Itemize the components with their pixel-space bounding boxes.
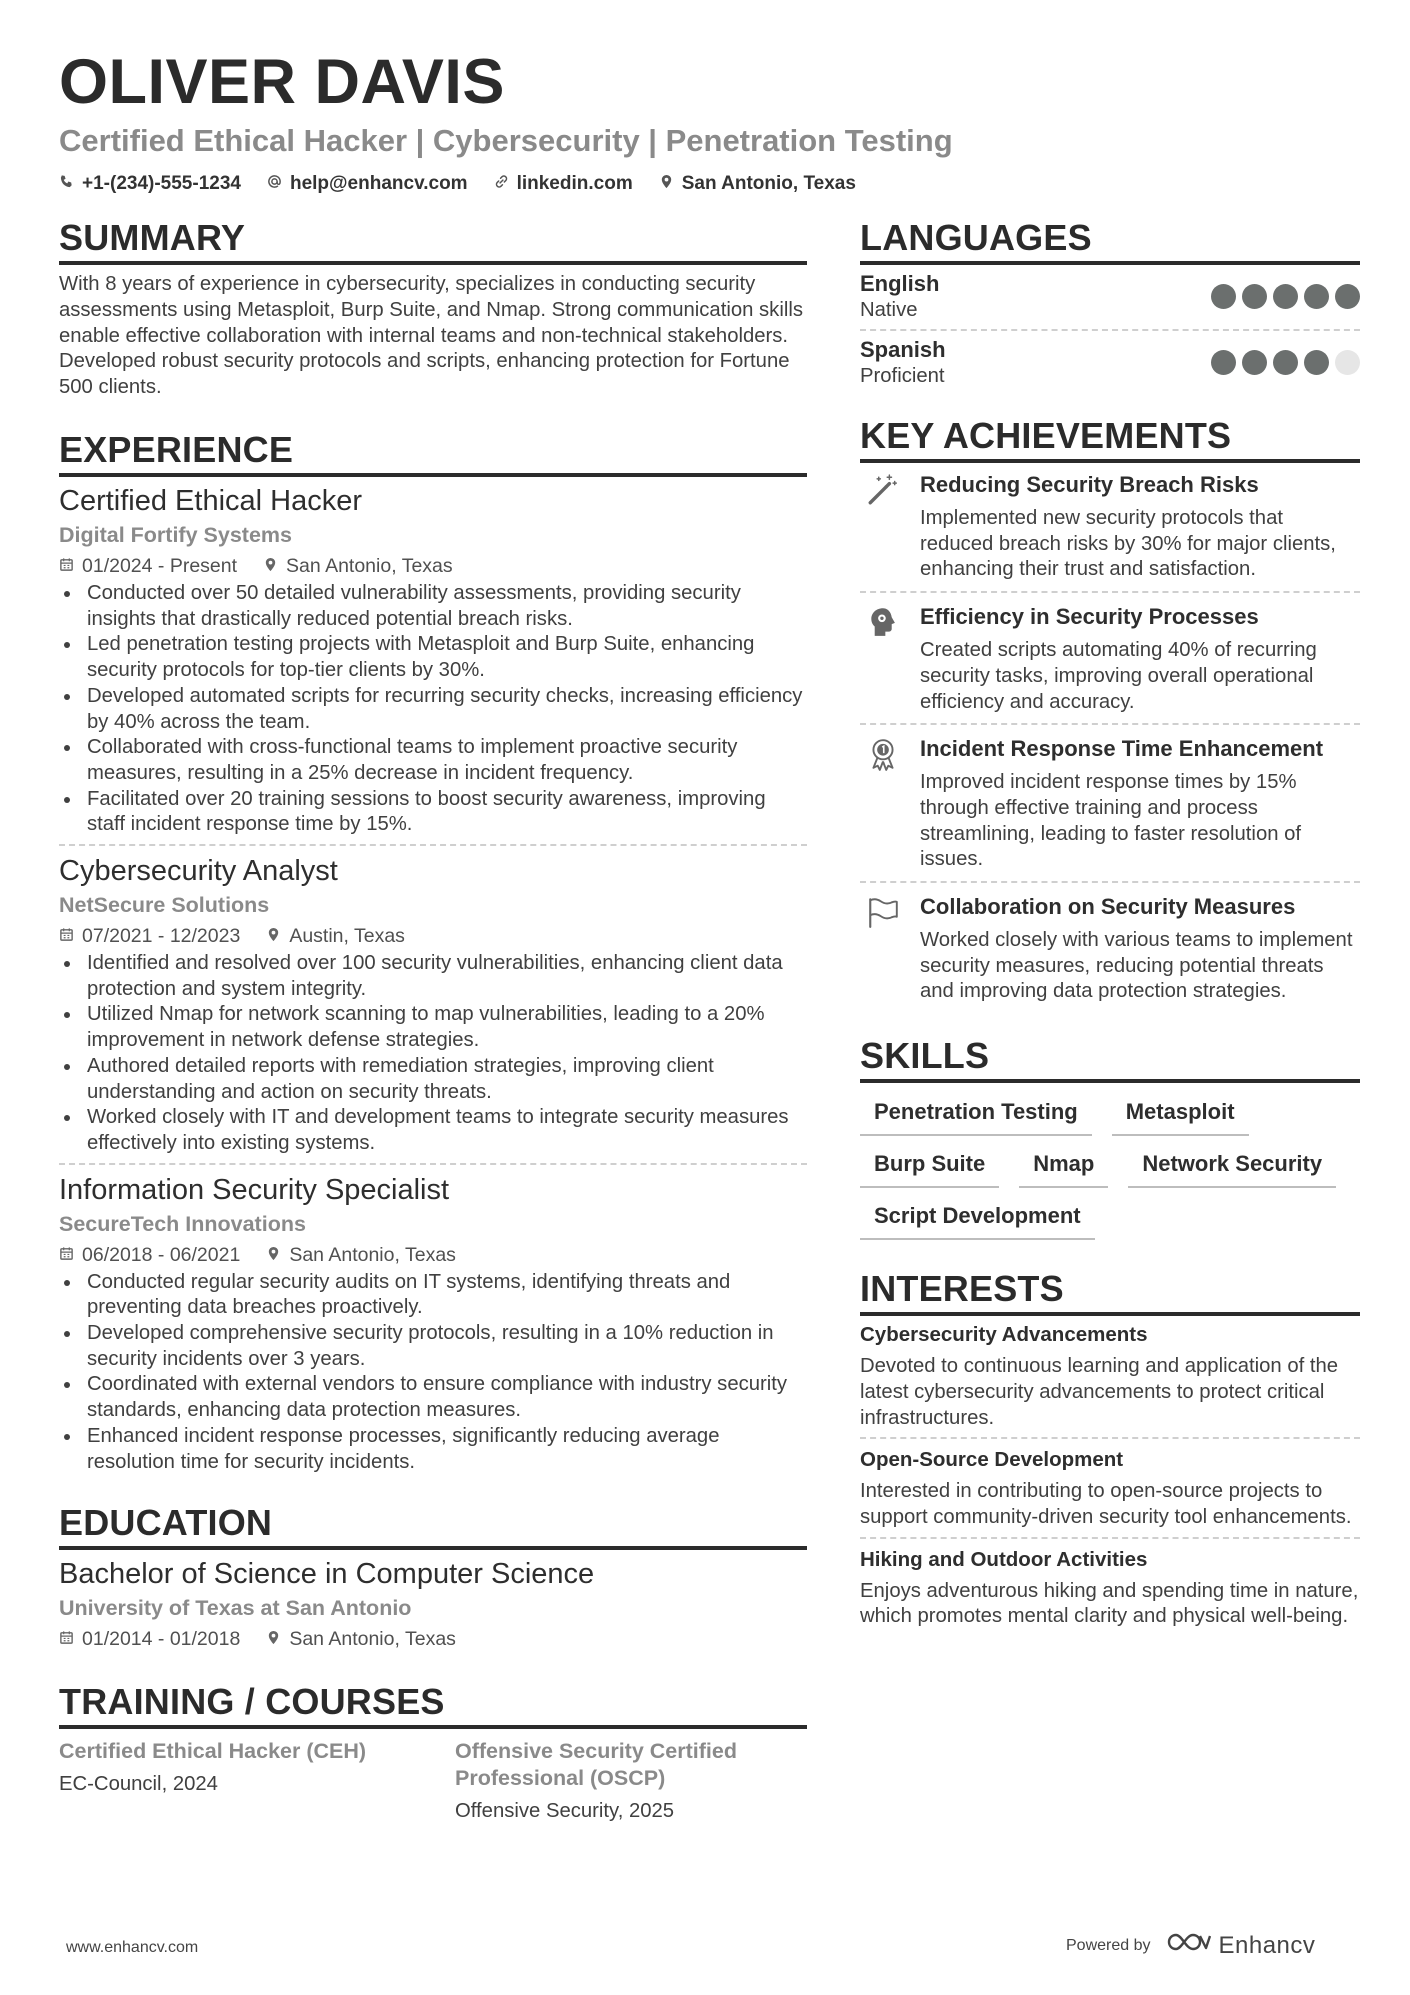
skill-tag: Script Development — [860, 1200, 1095, 1240]
head-gear-icon — [866, 605, 900, 715]
rating-dot-empty — [1335, 350, 1360, 375]
interest-item — [860, 1437, 1360, 1536]
achievement-item — [860, 881, 1360, 1013]
candidate-name: OLIVER DAVIS — [59, 47, 505, 117]
location-pin-icon — [263, 553, 278, 579]
job-bullet: Facilitated over 20 training sessions to boost security awareness, improving staff incident response time by 15%. — [59, 787, 807, 838]
location-pin-icon — [659, 172, 674, 196]
rating-dot-filled — [1211, 284, 1236, 309]
languages-section — [860, 216, 1360, 395]
achievement-title: Efficiency in Security Processes — [920, 604, 1259, 630]
award-ribbon-icon — [866, 737, 900, 873]
skills-section — [860, 1034, 1360, 1240]
achievement-title: Reducing Security Breach Risks — [920, 472, 1259, 497]
at-sign-icon — [267, 172, 282, 196]
education-meta — [59, 1626, 807, 1652]
job-location — [266, 1242, 456, 1268]
interests-section — [860, 1267, 1360, 1636]
achievement-title: Collaboration on Security Measures — [920, 894, 1296, 920]
job-bullet: Authored detailed reports with remediation strategies, improving client understanding and action on security threats. — [59, 1054, 807, 1105]
link-icon — [494, 172, 509, 196]
language-item — [860, 329, 1360, 395]
training-item — [59, 1738, 399, 1824]
language-rating — [1211, 350, 1360, 375]
summary-section — [59, 216, 807, 401]
training-name: Certified Ethical Hacker (CEH) — [59, 1739, 367, 1764]
location-pin-icon — [266, 923, 281, 949]
job-location-text: Austin, Texas — [289, 925, 405, 948]
left-column — [59, 216, 807, 1824]
job-bullet: Led penetration testing projects with Metasploit and Burp Suite, enhancing security protocols for top-tier clients by 30%. — [59, 632, 807, 683]
job-meta — [59, 553, 807, 579]
job-dates — [59, 923, 240, 949]
contact-email[interactable] — [267, 172, 468, 196]
footer-website[interactable]: www.enhancv.com — [66, 1939, 199, 1956]
job-dates-text: 07/2021 - 12/2023 — [82, 925, 241, 948]
education-location-text: San Antonio, Texas — [289, 1628, 456, 1651]
job-bullet: Conducted over 50 detailed vulnerability assessments, providing security insights that drastically reduced potential breach risks. — [59, 581, 807, 632]
training-grid — [59, 1738, 807, 1824]
education-degree: Bachelor of Science in Computer Science — [59, 1558, 595, 1591]
job-bullet: Utilized Nmap for network scanning to map vulnerabilities, leading to a 20% improvement in network defense strategies. — [59, 1002, 807, 1053]
language-rating — [1211, 284, 1360, 309]
achievement-title: Incident Response Time Enhancement — [920, 736, 1324, 762]
experience-heading: EXPERIENCE — [59, 428, 807, 477]
experience-section — [59, 428, 807, 1481]
footer-branding — [1066, 1930, 1315, 1961]
interest-item — [860, 1316, 1360, 1437]
achievement-item — [860, 723, 1360, 881]
achievement-item — [860, 591, 1360, 723]
job-entry — [59, 1163, 807, 1482]
language-name: English — [860, 271, 940, 296]
skill-tag: Metasploit — [1112, 1096, 1249, 1136]
interests-heading: INTERESTS — [860, 1267, 1360, 1316]
interest-title: Open-Source Development — [860, 1448, 1124, 1472]
job-dates-text: 06/2018 - 06/2021 — [82, 1243, 241, 1266]
right-column — [860, 216, 1360, 1636]
phone-icon — [59, 172, 74, 196]
job-entry — [59, 484, 807, 844]
training-provider: Offensive Security, 2025 — [455, 1800, 675, 1823]
interest-title: Cybersecurity Advancements — [860, 1323, 1148, 1347]
rating-dot-filled — [1335, 284, 1360, 309]
achievements-section — [860, 414, 1360, 1013]
phone-text: +1-(234)-555-1234 — [82, 173, 241, 194]
education-heading: EDUCATION — [59, 1501, 807, 1550]
location-pin-icon — [266, 1242, 281, 1268]
training-heading: TRAINING / COURSES — [59, 1680, 807, 1729]
job-bullets — [59, 951, 807, 1157]
interest-title: Hiking and Outdoor Activities — [860, 1547, 1148, 1571]
job-company: Digital Fortify Systems — [59, 522, 292, 547]
job-title: Information Security Specialist — [59, 1173, 450, 1206]
languages-heading: LANGUAGES — [860, 216, 1360, 265]
job-location — [263, 553, 453, 579]
education-section — [59, 1501, 807, 1658]
job-location — [266, 923, 405, 949]
job-bullet: Worked closely with IT and development teams to integrate security measures effectively into existing systems. — [59, 1105, 807, 1156]
achievement-desc: Created scripts automating 40% of recurring security tasks, improving overall operational efficiency and accuracy. — [920, 639, 1317, 713]
calendar-icon — [59, 553, 74, 579]
job-meta — [59, 1242, 807, 1268]
enhancv-logo[interactable] — [1165, 1930, 1316, 1961]
achievement-desc: Worked closely with various teams to implement security measures, reducing potential threats and improving data protection strategies. — [920, 929, 1353, 1003]
rating-dot-filled — [1242, 350, 1267, 375]
training-name: Offensive Security Certified Professional (OSCP) — [455, 1739, 737, 1791]
job-title: Certified Ethical Hacker — [59, 484, 362, 517]
job-bullet: Developed automated scripts for recurring security checks, increasing efficiency by 40% across the team. — [59, 684, 807, 735]
resume-header — [59, 46, 1359, 196]
rating-dot-filled — [1304, 284, 1329, 309]
calendar-icon — [59, 1626, 74, 1652]
job-bullets — [59, 1270, 807, 1476]
job-bullet: Identified and resolved over 100 security vulnerabilities, enhancing client data protection and system integrity. — [59, 951, 807, 1002]
job-location-text: San Antonio, Texas — [286, 554, 453, 577]
skill-tag: Nmap — [1019, 1148, 1108, 1188]
language-level: Native — [860, 299, 918, 321]
interest-desc: Interested in contributing to open-source projects to support community-driven security tool enhancements. — [860, 1480, 1352, 1528]
education-dates — [59, 1626, 240, 1652]
candidate-title: Certified Ethical Hacker | Cybersecurity | Penetration Testing — [59, 123, 953, 158]
achievement-item — [860, 463, 1360, 591]
training-provider: EC-Council, 2024 — [59, 1773, 218, 1796]
training-section — [59, 1680, 807, 1824]
contact-location — [659, 172, 856, 196]
rating-dot-filled — [1304, 350, 1329, 375]
rating-dot-filled — [1242, 284, 1267, 309]
job-dates — [59, 1242, 240, 1268]
contact-website[interactable] — [494, 172, 633, 196]
magic-wand-icon — [866, 473, 900, 583]
skills-heading: SKILLS — [860, 1034, 1360, 1083]
achievements-heading: KEY ACHIEVEMENTS — [860, 414, 1360, 463]
job-company: SecureTech Innovations — [59, 1211, 306, 1236]
interest-desc: Devoted to continuous learning and application of the latest cybersecurity advancements to protect critical infrastructures. — [860, 1355, 1339, 1429]
email-text: help@enhancv.com — [289, 173, 468, 194]
interest-item — [860, 1537, 1360, 1636]
skill-tag: Network Security — [1128, 1148, 1336, 1188]
job-title: Cybersecurity Analyst — [59, 855, 338, 888]
job-bullet: Collaborated with cross-functional teams to implement proactive security measures, resulting in a 25% decrease in incident frequency. — [59, 735, 807, 786]
education-school: University of Texas at San Antonio — [59, 1596, 412, 1621]
education-entry — [59, 1557, 807, 1658]
training-item — [455, 1738, 795, 1824]
calendar-icon — [59, 1242, 74, 1268]
rating-dot-filled — [1273, 350, 1298, 375]
calendar-icon — [59, 923, 74, 949]
job-dates — [59, 553, 237, 579]
flag-icon — [866, 895, 900, 1005]
summary-text: With 8 years of experience in cybersecurity, specializes in conducting security assessments using Metasploit, Burp Suite, and Nmap. Strong communication skills enable effective collaboration with internal teams and non-technical stakeholders. Developed robust security protocols and scripts, enhancing protection for Fortune 500 clients. — [59, 273, 803, 399]
education-location — [266, 1626, 456, 1652]
job-meta — [59, 923, 807, 949]
job-dates-text: 01/2024 - Present — [82, 554, 238, 577]
location-text: San Antonio, Texas — [681, 173, 856, 194]
language-level: Proficient — [860, 365, 945, 387]
interest-desc: Enjoys adventurous hiking and spending time in nature, which promotes mental clarity and physical well-being. — [860, 1579, 1359, 1628]
job-bullet: Conducted regular security audits on IT systems, identifying threats and preventing data breaches proactively. — [59, 1270, 807, 1321]
website-text: linkedin.com — [516, 173, 633, 194]
achievement-desc: Implemented new security protocols that reduced breach risks by 30% for major clients, enhancing their trust and satisfaction. — [920, 507, 1336, 581]
infinity-logo-icon — [1165, 1930, 1211, 1961]
language-item — [860, 265, 1360, 329]
location-pin-icon — [266, 1626, 281, 1652]
job-entry — [59, 844, 807, 1163]
achievement-desc: Improved incident response times by 15% through effective training and process streamlining, leading to faster resolution of issues. — [920, 771, 1302, 871]
language-name: Spanish — [860, 337, 946, 362]
job-location-text: San Antonio, Texas — [289, 1243, 456, 1266]
job-bullet: Coordinated with external vendors to ensure compliance with industry security standards, enhancing data protection measures. — [59, 1372, 807, 1423]
rating-dot-filled — [1273, 284, 1298, 309]
powered-by-text: Powered by — [1066, 1936, 1151, 1954]
job-company: NetSecure Solutions — [59, 893, 270, 918]
education-dates-text: 01/2014 - 01/2018 — [82, 1628, 241, 1651]
job-bullets — [59, 581, 807, 838]
contact-bar — [59, 172, 1359, 196]
summary-heading: SUMMARY — [59, 216, 807, 265]
brand-name: Enhancv — [1218, 1931, 1316, 1959]
rating-dot-filled — [1211, 350, 1236, 375]
job-bullet: Enhanced incident response processes, significantly reducing average resolution time for security incidents. — [59, 1424, 807, 1475]
job-bullet: Developed comprehensive security protocols, resulting in a 10% reduction in security incidents over 3 years. — [59, 1321, 807, 1372]
skill-tag: Penetration Testing — [860, 1096, 1092, 1136]
skills-list — [860, 1096, 1360, 1240]
skill-tag: Burp Suite — [860, 1148, 999, 1188]
contact-phone[interactable] — [59, 172, 241, 196]
